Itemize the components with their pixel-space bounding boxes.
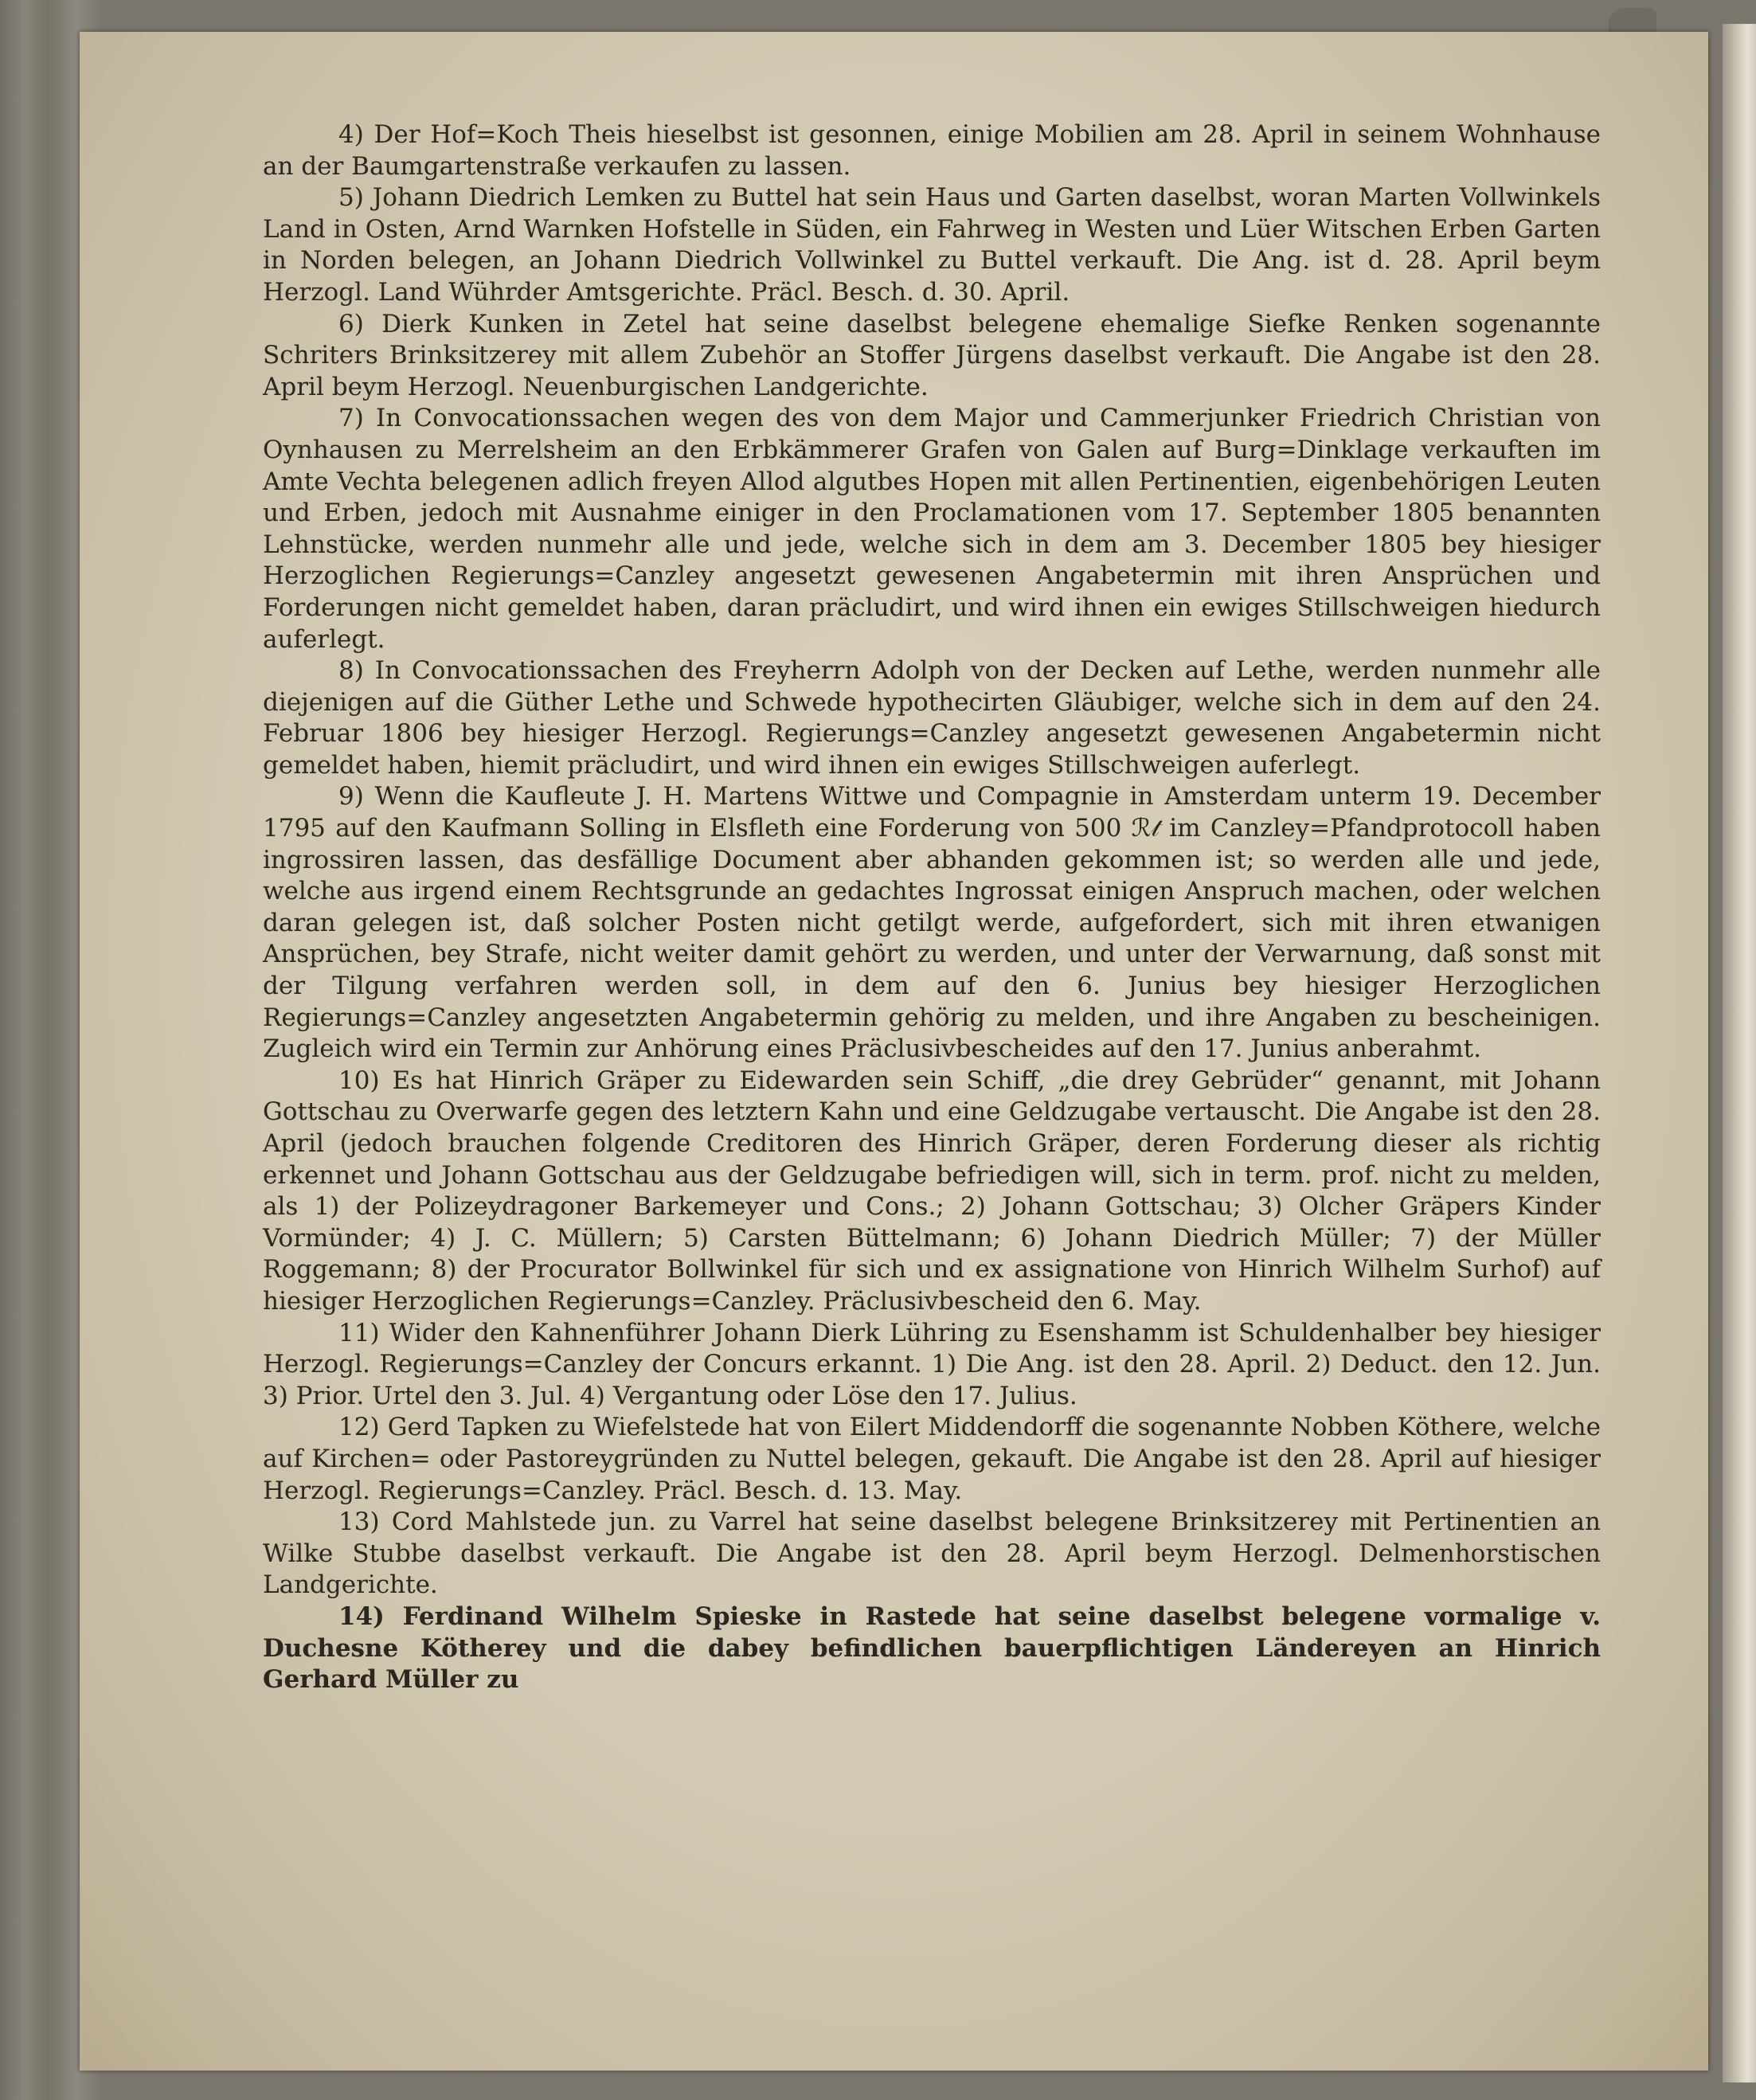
paragraph-12: 12) Gerd Tapken zu Wiefelstede hat von Eilert Middendorff die sogenannte Nobben Köthere, welche auf Kirchen= oder Pastoreygründen zu Nuttel belegen, gekauft. Die Angabe ist den 28. April auf hiesiger Herzogl. Regierungs=Canzley. Präcl. Besch. d. 13. May. — [263, 1413, 1601, 1505]
paragraph-10: 10) Es hat Hinrich Gräper zu Eidewarden sein Schiff, „die drey Gebrüder“ genannt, mit Johann Gottschau zu Overwarfe gegen des letztern Kahn und eine Geldzugabe vertauscht. Die Angabe ist den 28. April (jedoch brauchen folgende Creditoren des Hinrich Gräper, deren Forderung dieser als richtig erkennet und Johann Gottschau aus der Geldzugabe befriedigen will, sich in term. prof. nicht zu melden, als 1) der Polizeydragoner Barkemeyer und Cons.; 2) Johann Gottschau; 3) Olcher Gräpers Kinder Vormünder; 4) J. C. Müllern; 5) Carsten Büttelmann; 6) Johann Diedrich Müller; 7) der Müller Roggemann; 8) der Procurator Bollwinkel für sich und ex assignatione von Hinrich Wilhelm Surhof) auf hiesiger Herzoglichen Regierungs=Canzley. Präclusivbescheid den 6. May. — [263, 1066, 1601, 1316]
paragraph-11: 11) Wider den Kahnenführer Johann Dierk Lühring zu Esenshamm ist Schuldenhalber bey hiesiger Herzogl. Regierungs=Canzley der Concurs erkannt. 1) Die Ang. ist den 28. April. 2) Deduct. den 12. Jun. 3) Prior. Urtel den 3. Jul. 4) Vergantung oder Löse den 17. Julius. — [263, 1318, 1601, 1410]
paragraph-14: 14) Ferdinand Wilhelm Spieske in Rastede hat seine daselbst belegene vormalige v. Duchesne Kötherey und die dabey befindlichen bauerpflichtigen Ländereyen an Hinrich Gerhard Müller zu — [263, 1601, 1601, 1695]
paragraph-7: 7) In Convocationssachen wegen des von dem Major und Cammerjunker Friedrich Christian von Oynhausen zu Merrelsheim an den Erbkämmerer Grafen von Galen auf Burg=Dinklage verkauften im Amte Vechta belegenen adlich freyen Allod algutbes Hopen mit allen Pertinentien, eigenbehörigen Leuten und Erben, jedoch mit Ausnahme einiger in den Proclamationen vom 17. September 1805 benannten Lehnstücke, werden nunmehr alle und jede, welche sich in dem am 3. December 1805 bey hiesiger Herzoglichen Regierungs=Canzley angesetzt gewesenen Angabetermin mit ihren Ansprüchen und Forderungen nicht gemeldet haben, daran präcludirt, und wird ihnen ein ewiges Stillschweigen hiedurch auferlegt. — [263, 404, 1601, 654]
paragraph-8: 8) In Convocationssachen des Freyherrn Adolph von der Decken auf Lethe, werden nunmehr alle diejenigen auf die Güther Lethe und Schwede hypothecirten Gläubiger, welche sich in dem auf den 24. Februar 1806 bey hiesiger Herzogl. Regierungs=Canzley angesetzt gewesenen Angabetermin nicht gemeldet haben, hiemit präcludirt, und wird ihnen ein ewiges Stillschweigen auferlegt. — [263, 656, 1601, 780]
paragraph-4: 4) Der Hof=Koch Theis hieselbst ist gesonnen, einige Mobilien am 28. April in seinem Wohnhause an der Baumgartenstraße verkaufen zu lassen. — [263, 120, 1601, 181]
paragraph-9: 9) Wenn die Kaufleute J. H. Martens Wittwe und Compagnie in Amsterdam unterm 19. December 1795 auf den Kaufmann Solling in Elsfleth eine Forderung von 500 ℛ𝓉 im Canzley=Pfandprotocoll haben ingrossiren lassen, das desfällige Document aber abhanden gekommen ist; so werden alle und jede, welche aus irgend einem Rechtsgrunde an gedachtes Ingrossat einigen Anspruch machen, oder welchen daran gelegen ist, daß solcher Posten nicht getilgt werde, aufgefordert, sich mit ihren etwanigen Ansprüchen, bey Strafe, nicht weiter damit gehört zu werden, und unter der Verwarnung, daß sonst mit der Tilgung verfahren werden soll, in dem auf den 6. Junius bey hiesiger Herzoglichen Regierungs=Canzley angesetzten Angabetermin gehörig zu melden, und ihre Angaben zu bescheinigen. Zugleich wird ein Termin zur Anhörung eines Präclusivbescheides auf den 17. Junius anberahmt. — [263, 782, 1601, 1064]
notice-text-block — [263, 119, 1601, 1696]
paragraph-5: 5) Johann Diedrich Lemken zu Buttel hat sein Haus und Garten daselbst, woran Marten Vollwinkels Land in Osten, Arnd Warnken Hofstelle in Süden, ein Fahrweg in Westen und Lüer Witschen Erben Garten in Norden belegen, an Johann Diedrich Vollwinkel zu Buttel verkauft. Die Ang. ist d. 28. April beym Herzogl. Land Wührder Amtsgerichte. Präcl. Besch. d. 30. April. — [263, 183, 1601, 307]
paragraph-13: 13) Cord Mahlstede jun. zu Varrel hat seine daselbst belegene Brinksitzerey mit Pertinentien an Wilke Stubbe daselbst verkauft. Die Angabe ist den 28. April beym Herzogl. Delmenhorstischen Landgerichte. — [263, 1508, 1601, 1600]
paragraph-6: 6) Dierk Kunken in Zetel hat seine daselbst belegene ehemalige Siefke Renken sogenannte Schriters Brinksitzerey mit allem Zubehör an Stoffer Jürgens daselbst verkauft. Die Angabe ist den 28. April beym Herzogl. Neuenburgischen Landgerichte. — [263, 309, 1601, 401]
page-edge — [1723, 24, 1756, 2082]
